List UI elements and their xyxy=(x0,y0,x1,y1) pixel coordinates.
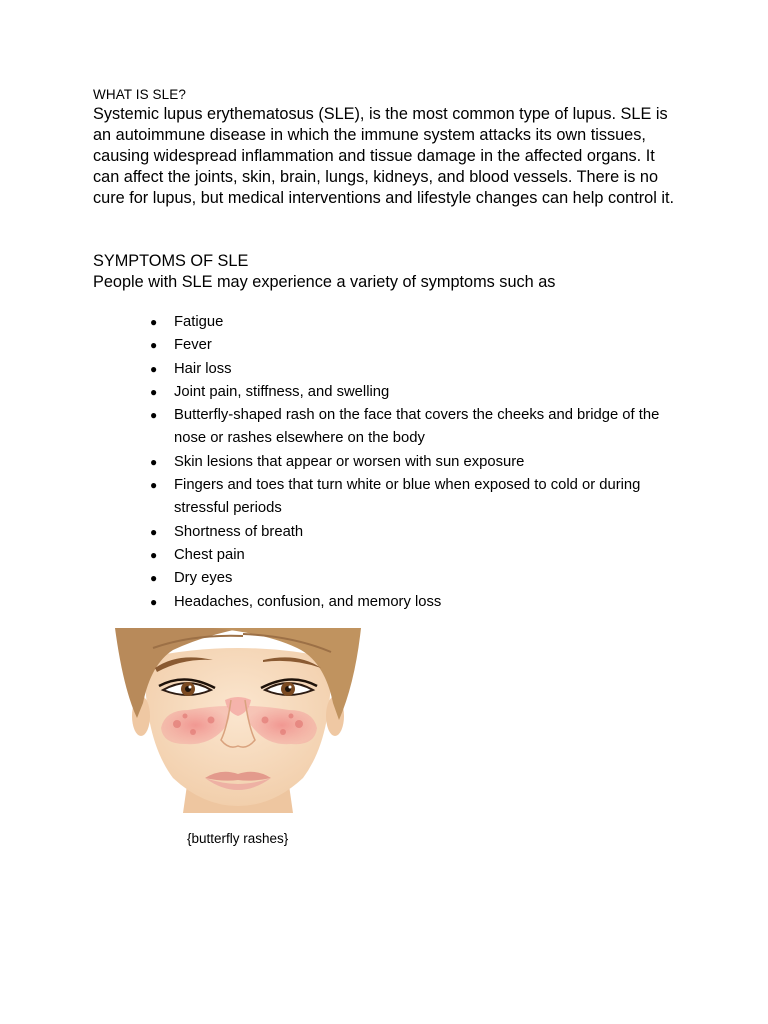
symptom-list-item xyxy=(150,567,670,590)
bullet-icon: ● xyxy=(150,408,158,423)
section-heading-symptoms: SYMPTOMS OF SLE xyxy=(93,252,249,270)
symptom-list-item xyxy=(150,311,670,334)
symptom-text: Fever xyxy=(174,337,212,354)
symptom-list-item xyxy=(150,334,670,357)
bullet-icon: ● xyxy=(150,524,158,539)
butterfly-rash-face-illustration xyxy=(93,628,383,813)
symptom-list-item xyxy=(150,544,670,567)
symptom-list-item xyxy=(150,381,670,404)
symptom-text: Chest pain xyxy=(174,546,245,563)
symptoms-intro-text: People with SLE may experience a variety of symptoms such as xyxy=(93,273,556,291)
symptom-text: Dry eyes xyxy=(174,570,233,587)
symptom-text: Fatigue xyxy=(174,314,224,330)
symptom-list-item xyxy=(150,591,670,614)
symptom-text: Butterfly-shaped rash on the face that covers the cheeks and bridge of the nose or rashes elsewhere on the body xyxy=(174,407,660,447)
bullet-icon: ● xyxy=(150,384,158,399)
symptom-text: Hair loss xyxy=(174,360,232,377)
bullet-icon: ● xyxy=(150,571,158,586)
symptom-text: Headaches, confusion, and memory loss xyxy=(174,593,442,610)
section-heading-what-is-sle: WHAT IS SLE? xyxy=(93,87,186,102)
bullet-icon: ● xyxy=(150,594,158,609)
symptom-list-item xyxy=(150,474,670,521)
bullet-icon: ● xyxy=(150,338,158,353)
symptom-text: Joint pain, stiffness, and swelling xyxy=(174,383,390,400)
symptom-text: Shortness of breath xyxy=(174,523,304,540)
bullet-icon: ● xyxy=(150,547,158,562)
symptom-list xyxy=(150,311,670,614)
bullet-icon: ● xyxy=(150,361,158,376)
symptom-list-item xyxy=(150,358,670,381)
face-illustration-svg xyxy=(93,628,383,813)
bullet-icon: ● xyxy=(150,478,158,493)
sle-description-paragraph: Systemic lupus erythematosus (SLE), is the most common type of lupus. SLE is an autoimmune disease in which the immune system attacks its own tissues, causing widespread inflammation and tissue damage in the affected organs. It can affect the joints, skin, brain, lungs, kidneys, and blood vessels. There is no cure for lupus, but medical interventions and lifestyle changes can help control it. xyxy=(93,105,675,207)
figure-caption: {butterfly rashes} xyxy=(187,831,289,846)
symptom-list-item xyxy=(150,404,670,451)
symptom-list-item xyxy=(150,451,670,474)
symptom-text: Fingers and toes that turn white or blue when exposed to cold or during stressful periods xyxy=(174,477,641,517)
symptom-text: Skin lesions that appear or worsen with sun exposure xyxy=(174,453,525,470)
bullet-icon: ● xyxy=(150,454,158,469)
symptom-list-item xyxy=(150,521,670,544)
bullet-icon: ● xyxy=(150,315,158,329)
